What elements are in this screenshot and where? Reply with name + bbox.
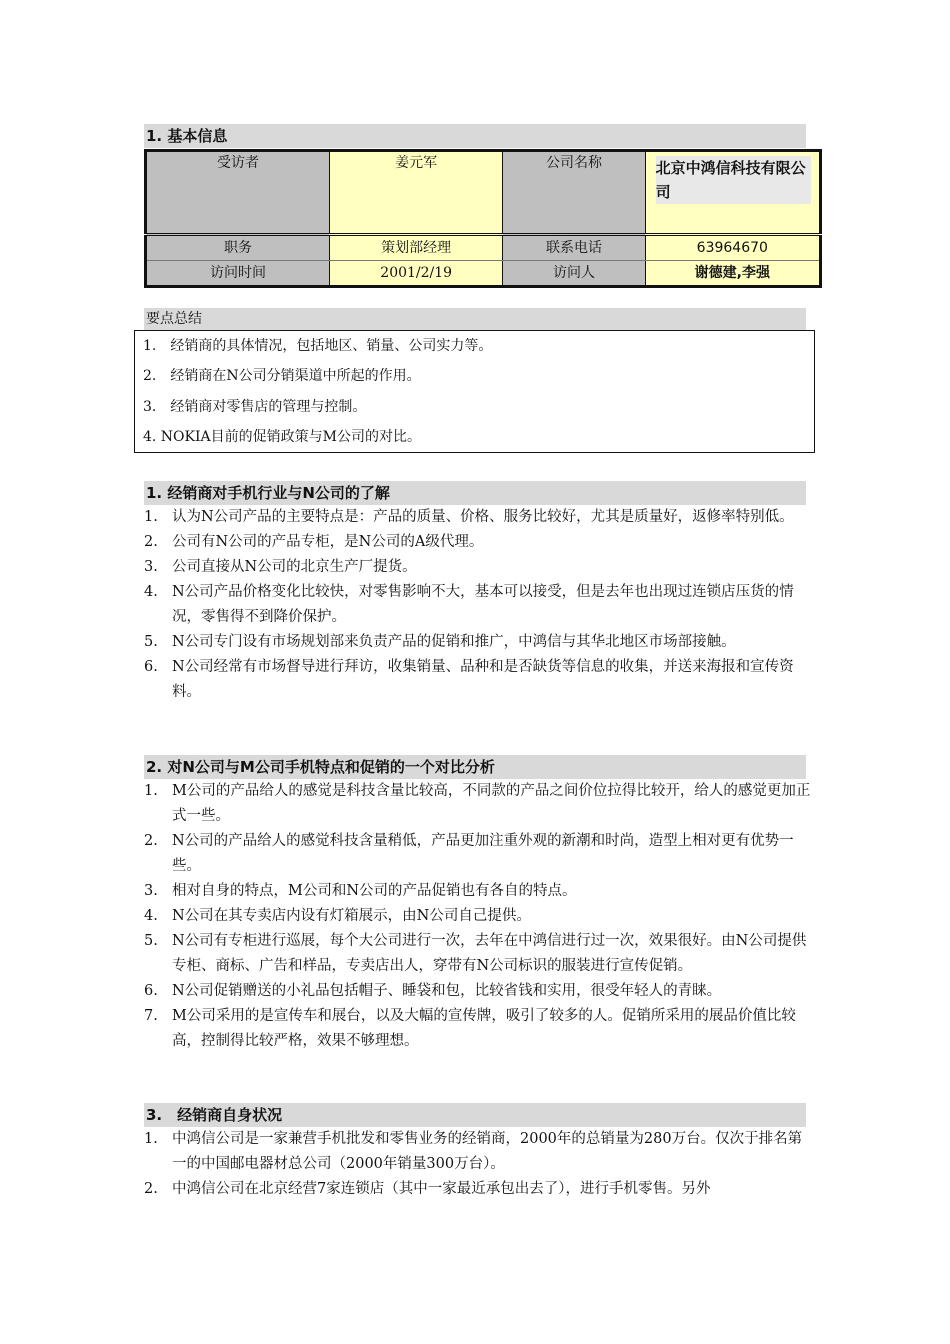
list-item: 2. 公司有N公司的产品专柜，是N公司的A级代理。 (144, 534, 484, 550)
phone-value: 63964670 (645, 236, 820, 261)
list-item: 1. 认为N公司产品的主要特点是：产品的质量、价格、服务比较好，尤其是质量好，返修率特别低。 (144, 509, 794, 525)
visit-time-value: 2001/2/19 (329, 261, 502, 287)
summary-item: 1. 经销商的具体情况，包括地区、销量、公司实力等。 (143, 338, 493, 354)
basic-info-table (144, 149, 822, 288)
list-item: 5. N公司有专柜进行巡展，每个大公司进行一次，去年在中鸿信进行过一次，效果很好。由N公司提供专柜、商标、广告和样品，专卖店出人，穿带有N公司标识的服装进行宣传促销。 (144, 933, 807, 974)
section-heading: 1. 经销商对手机行业与N公司的了解 (144, 481, 806, 505)
list-item: 6. N公司促销赠送的小礼品包括帽子、睡袋和包，比较省钱和实用，很受年轻人的青睐。 (144, 983, 722, 999)
position-value: 策划部经理 (329, 236, 502, 261)
phone-label: 联系电话 (503, 236, 645, 261)
list-item: 2. 中鸿信公司在北京经营7家连锁店（其中一家最近承包出去了），进行手机零售。另外 (144, 1181, 711, 1197)
section-list (144, 1127, 812, 1202)
summary-box (134, 330, 815, 453)
interviewee-value: 姜元军 (329, 151, 502, 235)
summary-heading: 要点总结 (144, 308, 806, 330)
visitor-value: 谢德建,李强 (645, 261, 820, 287)
summary-item: 4. NOKIA目前的促销政策与M公司的对比。 (143, 429, 421, 445)
list-item: 3. 公司直接从N公司的北京生产厂提货。 (144, 559, 417, 575)
interviewee-label: 受访者 (146, 151, 330, 235)
basic-info-heading: 1. 基本信息 (144, 124, 806, 148)
summary-item: 3. 经销商对零售店的管理与控制。 (143, 399, 367, 415)
list-item: 5. N公司专门设有市场规划部来负责产品的促销和推广，中鸿信与其华北地区市场部接触。 (144, 634, 736, 650)
company-value: 北京中鸿信科技有限公司 (656, 156, 811, 204)
list-item: 2. N公司的产品给人的感觉科技含量稍低，产品更加注重外观的新潮和时尚，造型上相对更有优势一些。 (144, 833, 794, 874)
list-item: 4. N公司产品价格变化比较快，对零售影响不大，基本可以接受，但是去年也出现过连锁店压货的情况，零售得不到降价保护。 (144, 584, 794, 625)
section-list (144, 505, 812, 705)
section-list (144, 779, 812, 1054)
list-item: 3. 相对自身的特点，M公司和N公司的产品促销也有各自的特点。 (144, 883, 577, 899)
visit-time-label: 访问时间 (146, 261, 330, 287)
section-heading: 3. 经销商自身状况 (144, 1103, 806, 1127)
list-item: 1. M公司的产品给人的感觉是科技含量比较高，不同款的产品之间价位拉得比较开，给人的感觉更加正式一些。 (144, 783, 811, 824)
list-item: 1. 中鸿信公司是一家兼营手机批发和零售业务的经销商，2000年的总销量为280万台。仅次于排名第一的中国邮电器材总公司（2000年销量300万台）。 (144, 1131, 803, 1172)
summary-item: 2. 经销商在N公司分销渠道中所起的作用。 (143, 368, 421, 384)
visitor-label: 访问人 (503, 261, 645, 287)
list-item: 6. N公司经常有市场督导进行拜访，收集销量、品种和是否缺货等信息的收集，并送来海报和宣传资料。 (144, 659, 794, 700)
section-heading: 2. 对N公司与M公司手机特点和促销的一个对比分析 (144, 755, 806, 779)
company-label: 公司名称 (503, 151, 645, 235)
list-item: 7. M公司采用的是宣传车和展台，以及大幅的宣传牌，吸引了较多的人。促销所采用的展品价值比较高，控制得比较严格，效果不够理想。 (144, 1008, 796, 1049)
list-item: 4. N公司在其专卖店内设有灯箱展示，由N公司自己提供。 (144, 908, 531, 924)
position-label: 职务 (146, 236, 330, 261)
